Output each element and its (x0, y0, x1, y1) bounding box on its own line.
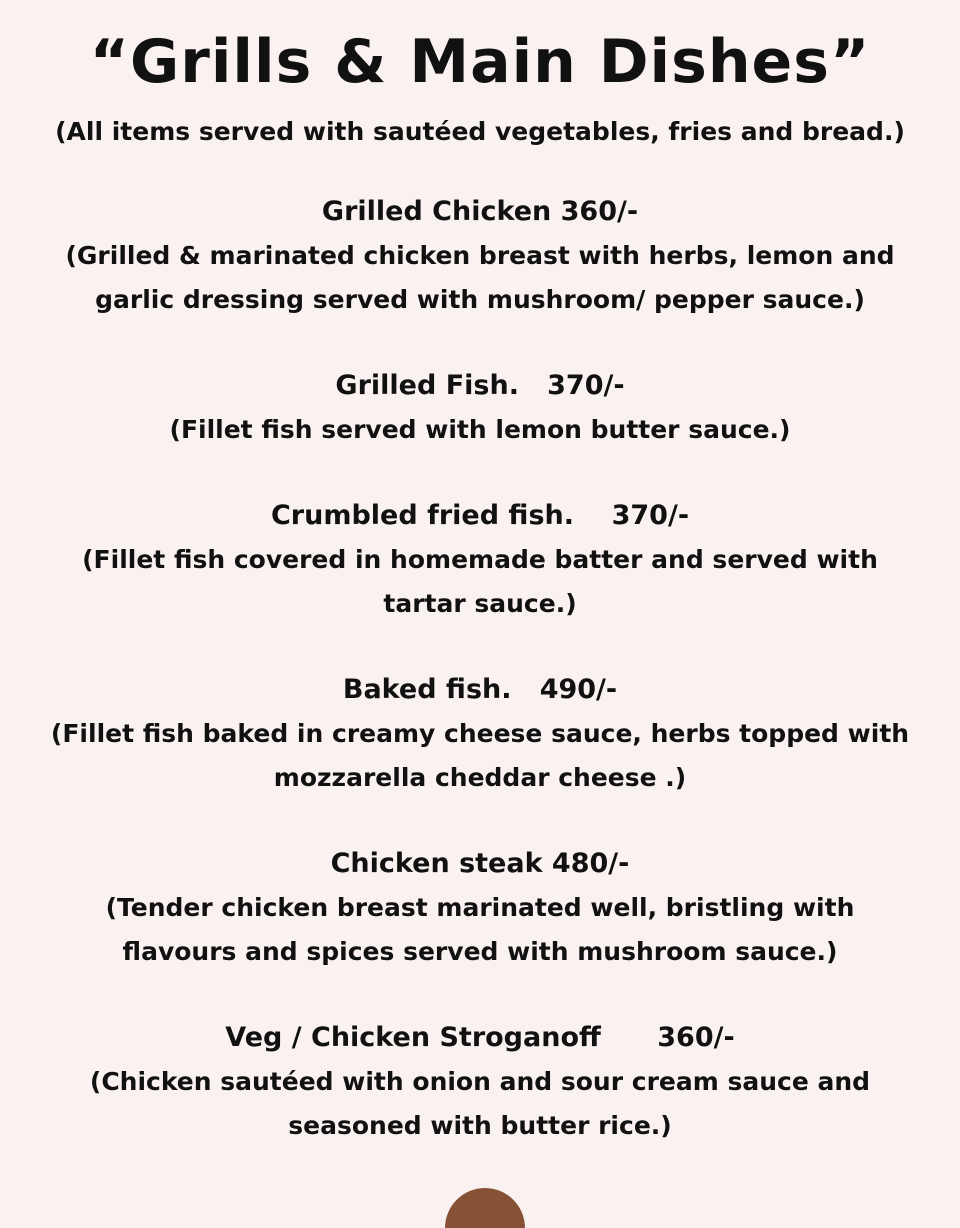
item-description: (Fillet fish served with lemon butter sauce.) (169, 415, 791, 444)
item-title: Crumbled fried fish. 370/- (270, 500, 690, 531)
item-description: (Fillet fish covered in homemade batter and served with tartar sauce.) (82, 545, 878, 618)
menu-item-stroganoff (0, 1016, 960, 1148)
item-title: Baked fish. 490/- (342, 674, 618, 705)
menu-title: “Grills & Main Dishes” (89, 27, 871, 97)
item-description: (Tender chicken breast marinated well, bristling with flavours and spices served with mushroom sauce.) (105, 893, 855, 966)
menu-note: (All items served with sautéed vegetables, fries and bread.) (55, 117, 905, 146)
menu-item-grilled-fish (0, 364, 960, 452)
item-title: Chicken steak 480/- (330, 848, 630, 879)
item-title: Grilled Chicken 360/- (321, 196, 639, 227)
menu-item-crumbled-fried-fish (0, 494, 960, 626)
item-description: (Grilled & marinated chicken breast with herbs, lemon and garlic dressing served with mushroom/ pepper sauce.) (65, 241, 895, 314)
item-title: Grilled Fish. 370/- (335, 370, 625, 401)
menu-items (0, 190, 960, 1148)
menu-item-chicken-steak (0, 842, 960, 974)
menu-item-grilled-chicken (0, 190, 960, 322)
item-description: (Chicken sautéed with onion and sour cream sauce and seasoned with butter rice.) (89, 1067, 871, 1140)
item-description: (Fillet fish baked in creamy cheese sauce, herbs topped with mozzarella cheddar cheese .) (50, 719, 910, 792)
item-title: Veg / Chicken Stroganoff 360/- (225, 1022, 735, 1053)
menu-item-baked-fish (0, 668, 960, 800)
